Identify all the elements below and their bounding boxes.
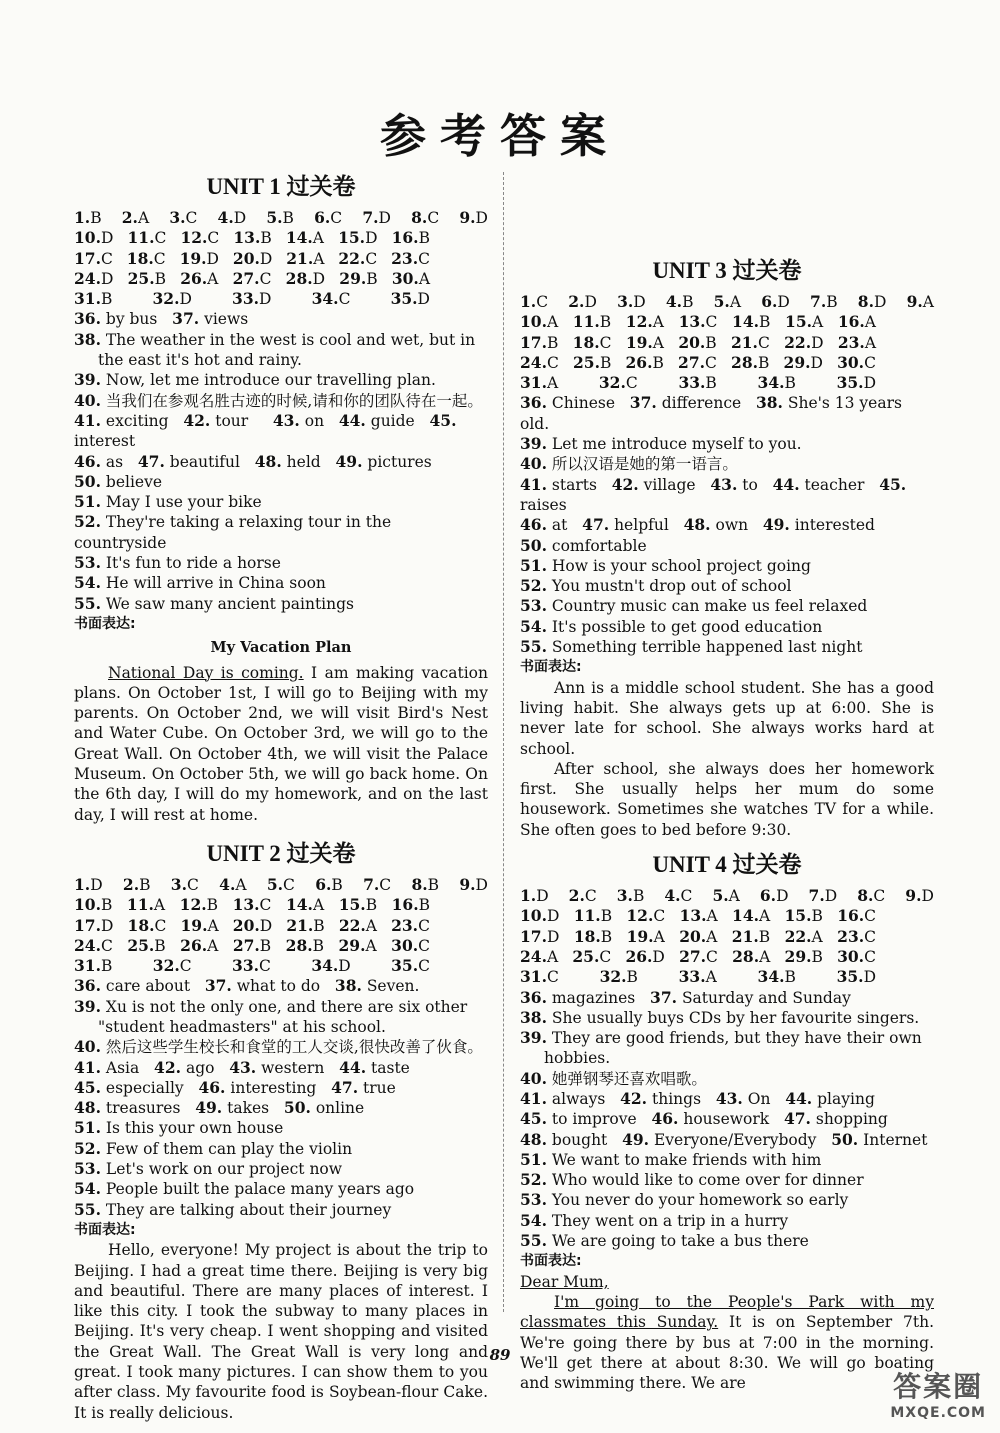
unit3-essay-p2: After school, she always does her homework first. She usually helps her mum do some housework. Sometimes she watches TV for a while. She often goes to bed before 9:30. [520,759,934,839]
choice-answer: 7.D [362,208,391,227]
choice-answer: 12.B [179,895,219,915]
column-divider [503,172,504,1312]
unit1-q51: 51. May I use your bike [74,492,262,512]
choice-answer: 15.B [338,895,378,915]
unit3-q40: 40. 所以汉语是她的第一语言。 [520,454,738,474]
unit4-q38: 38. She usually buys CDs by her favourite singers. [520,1007,920,1027]
choice-answer: 8.C [857,886,886,906]
watermark-logo-text: 答案圈 [893,1370,984,1403]
choice-answer: 29.B [784,946,823,966]
unit4-essay: I'm going to the People's Park with my classmates this Sunday. It is on September 7th. We're going there by bus at 7:00 in the morning. We'll get there at about 8:30. We will go boating and swimming there. We are [520,1292,934,1393]
choice-answer: 21.A [286,248,325,268]
choice-answer: 10.B [74,895,113,915]
unit3-q54: 54. It's possible to get good education [520,616,823,636]
unit4-q53: 53. You never do your homework so early [520,1190,849,1210]
choice-answer: 21.B [731,926,771,946]
choice-answer: 18.B [573,926,613,946]
unit1-q39: 39. Now, let me introduce our travelling plan. [74,370,436,390]
unit4-greeting: Dear Mum, [520,1272,609,1291]
choice-answer: 29.B [339,268,378,288]
unit1-q54: 54. He will arrive in China soon [74,573,326,593]
choice-row [520,967,876,987]
unit4-q51: 51. We want to make friends with him [520,1149,822,1169]
unit2-q51: 51. Is this your own house [74,1118,284,1138]
choice-answer: 15.D [338,228,378,248]
choice-answer: 30.C [837,946,876,966]
left-column [74,172,488,1423]
choice-answer: 34.C [311,289,351,309]
choice-answer: 23.C [391,248,430,268]
unit1-choice-answers [74,208,488,309]
choice-answer: 26.A [180,935,219,955]
choice-answer: 32.B [599,967,638,987]
choice-answer: 17.D [74,915,114,935]
choice-answer: 20.D [232,915,273,935]
page-number: 89 [489,1346,511,1364]
choice-answer: 4.A [219,874,247,894]
choice-answer: 25.B [127,268,166,288]
choice-answer: 28.D [285,268,326,288]
choice-row [520,886,934,906]
choice-answer: 29.D [783,352,823,372]
choice-answer: 27.B [232,935,272,955]
choice-row [520,927,876,947]
choice-answer: 27.C [678,352,717,372]
unit4-q48-50: 48. bought 49. Everyone/Everybody 50. Internet [520,1129,928,1149]
choice-answer: 13.C [232,895,272,915]
choice-answer: 27.C [679,946,718,966]
choice-answer: 24.D [74,268,114,288]
choice-row [74,936,430,956]
choice-answer: 8.B [411,874,440,894]
choice-answer: 11.B [573,906,613,926]
unit2-heading: UNIT 2 过关卷 [206,840,356,866]
choice-answer: 19.A [626,926,665,946]
choice-answer: 7.B [810,292,838,311]
choice-answer: 24.A [520,946,559,966]
choice-answer: 35.D [836,373,877,393]
unit2-essay: Hello, everyone! My project is about the trip to Beijing. I had a great time there. Beijing is very big and beautiful. There are many places of interest. I like this city. I took the subway to many places in Beijing. It's very cheap. I went shopping and visited the Great Wall. The Great Wall is very long and great. I took many pictures. I can show them to you after class. My favourite food is Soybean-flour Cake. It is really delicious. [74,1241,488,1422]
choice-answer: 29.A [338,935,377,955]
choice-answer: 10.A [520,312,559,332]
unit1-q50: 50. believe [74,471,163,491]
choice-answer: 31.B [74,289,113,309]
choice-answer: 35.D [836,967,877,987]
unit2-writing-label: 书面表达: [74,1221,136,1238]
choice-answer: 9.A [906,292,934,311]
choice-answer: 14.B [732,312,771,332]
unit4-choice-answers [520,886,934,987]
choice-answer: 9.D [459,208,488,227]
choice-answer: 4.C [664,886,693,906]
choice-row [520,333,876,353]
choice-answer: 5.A [712,886,740,906]
choice-answer: 9.D [459,874,488,894]
choice-answer: 1.D [520,886,549,906]
choice-answer: 16.B [391,228,430,248]
choice-answer: 14.A [285,895,325,915]
unit4-q54: 54. They went on a trip in a hurry [520,1210,789,1230]
choice-row [520,906,876,926]
choice-answer: 25.C [572,946,612,966]
choice-answer: 5.A [713,292,742,311]
choice-row [520,312,876,332]
choice-answer: 2.A [121,208,150,227]
unit3-essay-p1: Ann is a middle school student. She has a good living habit. She always gets up at 6:00. She is never late for school. She always works hard at school. [520,678,934,758]
choice-answer: 13.C [678,312,718,332]
choice-answer: 9.D [905,886,934,906]
unit3-writing-label: 书面表达: [520,659,582,676]
choice-answer: 16.C [837,906,877,926]
unit4-q36-37: 36. magazines 37. Saturday and Sunday [520,987,851,1007]
essay-continuation-space [520,170,934,250]
unit2-q36-38: 36. care about 37. what to do 38. Seven. [74,976,420,996]
choice-answer: 20.A [679,926,718,946]
unit1-essay: National Day is coming. I am making vacation plans. On October 1st, I will go to Beijing with my parents. On October 2nd, we will visit Bird's Nest and Water Cube. On October 3rd, we will go to the Great Wall. On October 4th, we will visit the Palace Museum. On October 5th, we will go back home. On the 6th day, I will do my homework, and on the last day, I will rest at home. [74,663,488,824]
choice-answer: 13.B [233,228,272,248]
unit3-q51: 51. How is your school project going [520,555,811,575]
page-title: 参考答案 [380,109,620,163]
choice-row [74,875,488,895]
choice-answer: 11.A [126,895,166,915]
choice-answer: 34.B [757,373,796,393]
choice-answer: 30.C [391,935,431,955]
choice-answer: 15.B [784,906,823,926]
unit1-q55: 55. We saw many ancient paintings [74,593,354,613]
choice-answer: 5.C [266,874,295,894]
unit3-q39: 39. Let me introduce myself to you. [520,434,802,454]
choice-answer: 6.D [759,886,789,906]
choice-answer: 18.C [572,332,612,352]
unit4-q39: 39. They are good friends, but they have their own hobbies. [520,1028,922,1068]
unit4-q40: 40. 她弹钢琴还喜欢唱歌。 [520,1068,707,1088]
choice-answer: 23.C [391,915,430,935]
choice-answer: 17.D [520,926,560,946]
choice-answer: 4.D [217,208,247,227]
choice-answer: 1.C [520,292,549,311]
choice-answer: 2.C [568,886,597,906]
unit2-q40: 40. 然后这些学生校长和食堂的工人交谈,很快改善了伙食。 [74,1037,483,1057]
unit3-q36-38: 36. Chinese 37. difference 38. She's 13 years old. [520,393,902,433]
unit3-q50: 50. comfortable [520,535,647,555]
choice-answer: 28.B [731,352,770,372]
choice-answer: 6.C [314,208,343,227]
choice-answer: 3.D [617,292,646,311]
choice-answer: 28.A [732,946,771,966]
unit1-writing-label: 书面表达: [74,615,136,632]
unit3-heading: UNIT 3 过关卷 [652,258,802,283]
choice-answer: 22.D [784,332,824,352]
choice-answer: 26.D [625,946,665,966]
choice-answer: 32.C [598,373,638,393]
choice-answer: 30.C [837,352,876,372]
choice-row [520,947,876,967]
choice-answer: 26.B [625,352,664,372]
unit2-q52: 52. Few of them can play the violin [74,1138,353,1158]
choice-answer: 16.B [391,895,430,915]
choice-answer: 25.B [573,352,612,372]
choice-answer: 3.B [616,886,645,906]
unit1-heading: UNIT 1 过关卷 [206,174,356,199]
unit1-q46-49: 46. as 47. beautiful 48. held 49. pictures [74,451,432,471]
choice-answer: 12.A [625,312,664,332]
choice-answer: 33.A [678,967,717,987]
choice-answer: 2.D [568,292,597,311]
unit1-q53: 53. It's fun to ride a horse [74,553,281,573]
choice-answer: 34.B [757,967,796,987]
choice-row [520,292,934,312]
choice-answer: 22.C [338,248,378,268]
unit2-q48-50: 48. treasures 49. takes 50. online [74,1098,365,1118]
unit1-q41-45: 41. exciting 42. tour 43. on 44. guide 45. interest [74,410,457,451]
choice-answer: 24.C [74,935,113,955]
choice-answer: 14.A [732,906,771,926]
choice-answer: 12.C [626,906,666,926]
unit3-q52: 52. You mustn't drop out of school [520,576,792,596]
choice-answer: 3.C [169,208,198,227]
choice-answer: 7.C [363,874,392,894]
choice-answer: 23.A [837,332,877,352]
unit2-q54: 54. People built the palace many years ago [74,1179,415,1199]
unit2-q55: 55. They are talking about their journey [74,1199,392,1219]
choice-answer: 35.C [391,956,430,976]
unit4-heading: UNIT 4 过关卷 [652,852,802,878]
choice-answer: 5.B [266,208,294,227]
choice-answer: 21.B [286,915,325,935]
choice-answer: 31.B [74,956,113,976]
choice-answer: 1.D [74,874,103,894]
choice-answer: 31.A [520,373,559,393]
unit1-q36-37: 36. by bus 37. views [74,309,249,329]
choice-answer: 12.C [180,228,220,248]
choice-answer: 10.D [520,906,560,926]
watermark [890,1365,986,1421]
choice-answer: 21.C [730,332,770,352]
unit4-q41-44: 41. always 42. things 43. On 44. playing [520,1088,875,1108]
unit2-q39: 39. Xu is not the only one, and there are six other "student headmasters" at his school. [74,996,468,1036]
choice-answer: 6.B [315,874,343,894]
choice-answer: 22.A [338,915,377,935]
choice-row [520,373,876,393]
choice-answer: 11.C [127,228,167,248]
unit1-q38: 38. The weather in the west is cool and wet, but in the east it's hot and rainy. [74,329,476,370]
unit2-q41-44: 41. Asia 42. ago 43. western 44. taste [74,1057,410,1077]
choice-answer: 33.B [678,373,717,393]
choice-answer: 23.C [837,926,877,946]
choice-answer: 18.C [126,248,166,268]
choice-answer: 6.D [761,292,790,311]
choice-row [74,249,430,269]
unit3-choice-answers [520,292,934,393]
unit4-writing-label: 书面表达: [520,1253,582,1270]
choice-answer: 13.A [679,906,718,926]
choice-answer: 32.D [152,289,192,309]
choice-answer: 33.D [232,289,272,309]
choice-answer: 14.A [285,228,324,248]
unit3-q46-49: 46. at 47. helpful 48. own 49. interested [520,515,875,535]
unit2-q45-47: 45. especially 46. interesting 47. true [74,1077,396,1097]
choice-answer: 22.A [784,926,823,946]
choice-row [520,353,876,373]
unit3-q41-45: 41. starts 42. village 43. to 44. teacher 45. raises [520,474,907,514]
choice-answer: 34.D [311,956,351,976]
choice-answer: 10.D [74,228,114,248]
choice-answer: 11.B [572,312,612,332]
choice-answer: 28.B [285,935,325,955]
choice-answer: 19.A [625,332,664,352]
choice-answer: 27.C [232,268,272,288]
choice-answer: 2.B [122,874,151,894]
choice-answer: 25.B [127,935,166,955]
choice-answer: 20.D [232,248,273,268]
unit1-q40: 40. 当我们在参观名胜古迹的时候,请和你的团队待在一起。 [74,390,483,410]
choice-answer: 4.B [665,292,694,311]
choice-row [74,916,430,936]
unit2-q53: 53. Let's work on our project now [74,1159,343,1179]
right-column [520,170,934,1393]
choice-row [74,956,430,976]
choice-row [74,269,430,289]
choice-answer: 19.D [179,248,219,268]
choice-answer: 7.D [808,886,838,906]
choice-answer: 32.C [152,956,192,976]
choice-answer: 17.B [520,332,559,352]
unit3-q55: 55. Something terrible happened last night [520,637,863,657]
choice-answer: 16.A [837,312,876,332]
choice-answer: 17.C [74,248,113,268]
choice-answer: 31.C [520,967,559,987]
choice-answer: 26.A [180,268,219,288]
choice-row [74,208,488,228]
choice-answer: 3.C [170,874,199,894]
choice-answer: 19.A [180,915,219,935]
choice-row [74,228,430,248]
choice-row [74,289,430,309]
choice-answer: 24.C [520,352,559,372]
choice-answer: 8.C [411,208,440,227]
watermark-url: MXQE.COM [890,1405,986,1421]
choice-answer: 15.A [785,312,824,332]
unit2-choice-answers [74,875,488,976]
unit4-q45-47: 45. to improve 46. housework 47. shopping [520,1109,888,1129]
unit4-q55: 55. We are going to take a bus there [520,1231,809,1251]
unit1-essay-title: My Vacation Plan [210,639,352,657]
choice-answer: 33.C [232,956,271,976]
choice-answer: 20.B [678,332,717,352]
choice-answer: 8.D [857,292,887,311]
unit1-q52: 52. They're taking a relaxing tour in the countryside [74,512,392,552]
choice-answer: 18.C [127,915,167,935]
choice-row [74,895,430,915]
unit3-q53: 53. Country music can make us feel relaxed [520,596,868,616]
unit4-q52: 52. Who would like to come over for dinner [520,1170,864,1190]
choice-answer: 35.D [390,289,430,309]
choice-answer: 30.A [391,268,431,288]
choice-answer: 1.B [74,208,102,227]
